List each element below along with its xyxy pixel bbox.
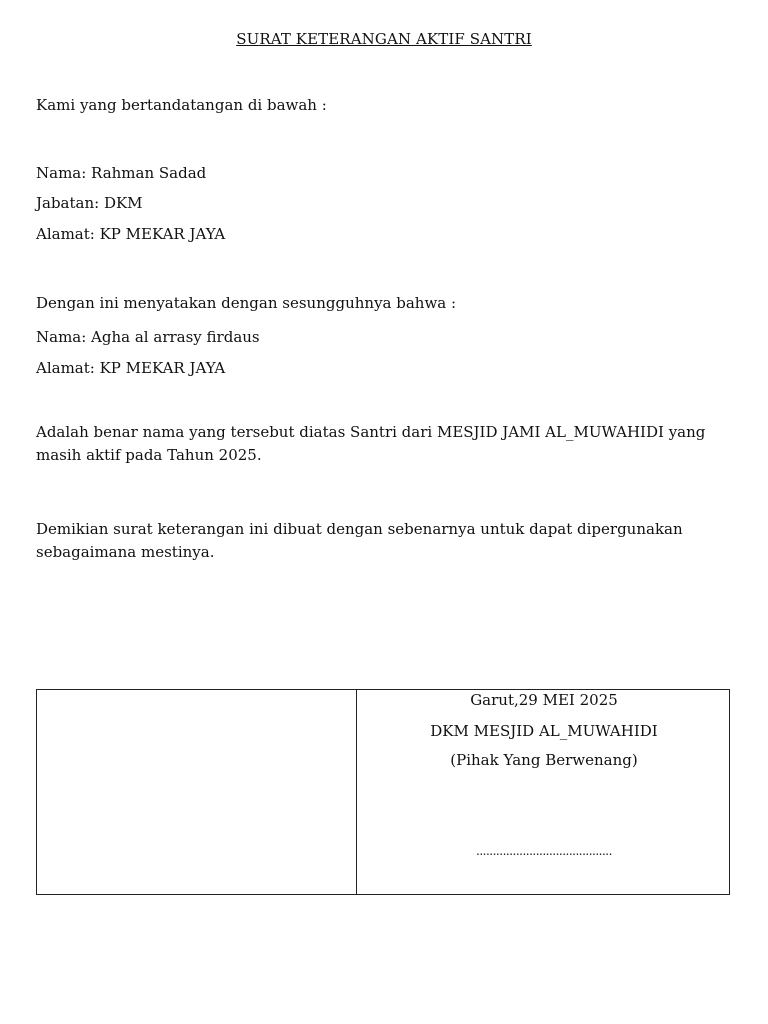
signer-address: Alamat: KP MEKAR JAYA (36, 225, 226, 243)
document-title: SURAT KETERANGAN AKTIF SANTRI (236, 30, 532, 48)
intro-text: Kami yang bertandatangan di bawah : (36, 96, 327, 114)
signature-cell (357, 690, 731, 894)
organization-name: DKM MESJID AL_MUWAHIDI (430, 722, 658, 740)
authority-role: (Pihak Yang Berwenang) (450, 751, 638, 769)
signer-position: Jabatan: DKM (36, 194, 143, 212)
place-date: Garut,29 MEI 2025 (470, 691, 618, 709)
signer-name: Nama: Rahman Sadad (36, 164, 207, 182)
statement-text: Dengan ini menyatakan dengan sesungguhnya bahwa : (36, 294, 457, 312)
body-paragraph: Adalah benar nama yang tersebut diatas Santri dari MESJID JAMI AL_MUWAHIDI yang masih aktif pada Tahun 2025. (36, 423, 706, 464)
student-address: Alamat: KP MEKAR JAYA (36, 359, 226, 377)
signature-empty-cell (37, 690, 356, 894)
closing-paragraph: Demikian surat keterangan ini dibuat dengan sebenarnya untuk dapat dipergunakan sebagaimana mestinya. (36, 520, 683, 561)
signature-table (36, 689, 730, 895)
signature-line: ......................................... (476, 844, 612, 858)
student-name: Nama: Agha al arrasy firdaus (36, 328, 260, 346)
